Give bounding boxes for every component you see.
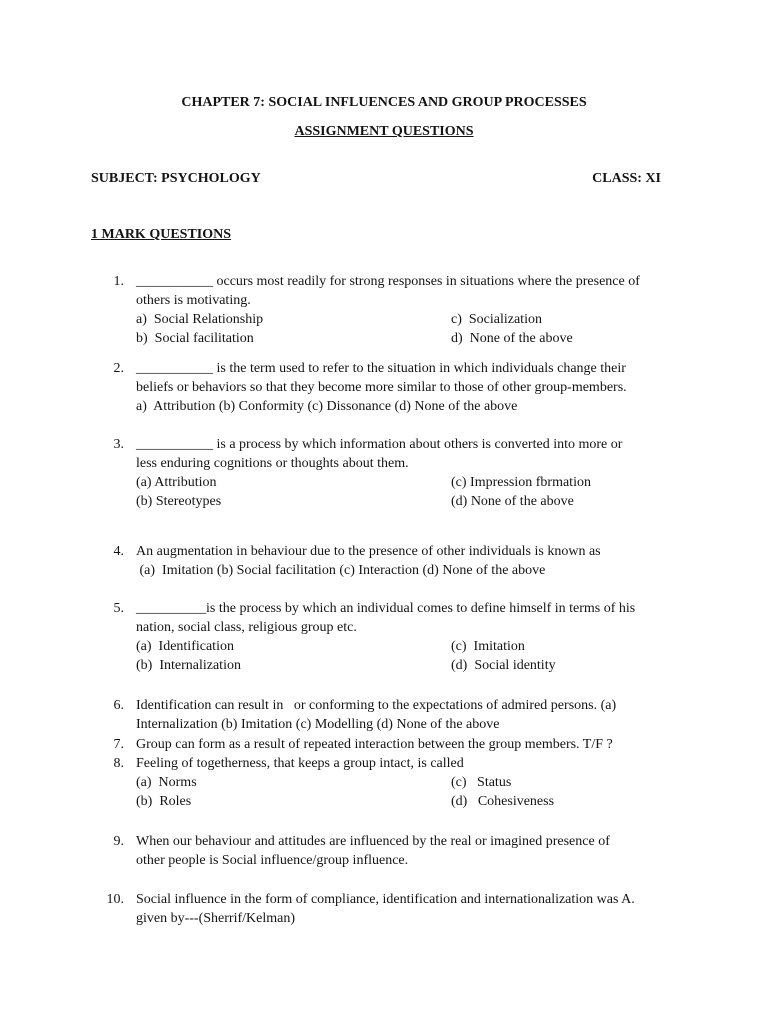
option-left: (b) Stereotypes: [136, 494, 222, 509]
question-text-line: Internalization (b) Imitation (c) Modelling (d) None of the above: [136, 717, 500, 732]
question-body: [136, 542, 691, 580]
question-number: 5.: [113, 601, 124, 616]
option-row: [136, 492, 691, 511]
option-right: c) Socialization: [451, 312, 542, 327]
question-text-line: When our behaviour and attitudes are influenced by the real or imagined presence of: [136, 834, 610, 849]
question-text-line: ___________ is a process by which information about others is converted into more or: [136, 437, 623, 452]
question-number: 6.: [113, 698, 124, 713]
option-right: (c) Status: [451, 775, 512, 790]
question-item: [91, 542, 691, 580]
question-text-line: other people is Social influence/group influence.: [136, 853, 409, 868]
question-text-line: a) Attribution (b) Conformity (c) Dissonance (d) None of the above: [136, 399, 518, 414]
question-number: 3.: [113, 437, 124, 452]
question-text-line: ___________ occurs most readily for strong responses in situations where the presence of: [136, 274, 640, 289]
question-item: [91, 754, 691, 811]
question-number: 9.: [113, 834, 124, 849]
meta-row: [91, 169, 661, 188]
question-body: [136, 890, 691, 928]
question-number: 8.: [113, 756, 124, 771]
question-number: 1.: [113, 274, 124, 289]
option-row: [136, 637, 691, 656]
option-right: d) None of the above: [451, 331, 573, 346]
option-right: (c) Imitation: [451, 639, 525, 654]
question-body: [136, 735, 691, 754]
question-text-line: less enduring cognitions or thoughts about them.: [136, 456, 409, 471]
question-item: [91, 696, 691, 734]
question-text-line: Identification can result in or conforming to the expectations of admired persons. (a): [136, 698, 617, 713]
question-item: [91, 832, 691, 870]
question-number: 4.: [113, 544, 124, 559]
option-right: (c) Impression fbrmation: [451, 475, 591, 490]
option-left: (a) Identification: [136, 639, 234, 654]
question-body: [136, 272, 691, 348]
question-body: [136, 832, 691, 870]
question-number: 2.: [113, 361, 124, 376]
option-row: [136, 656, 691, 675]
question-item: [91, 435, 691, 511]
question-text-line: Group can form as a result of repeated interaction between the group members. T/F ?: [136, 737, 613, 752]
option-row: [136, 473, 691, 492]
question-body: [136, 359, 691, 416]
option-right: (d) Social identity: [451, 658, 556, 673]
option-row: [136, 310, 691, 329]
question-body: [136, 599, 691, 675]
option-left: (b) Roles: [136, 794, 192, 809]
question-text-line: (a) Imitation (b) Social facilitation (c) Interaction (d) None of the above: [136, 563, 546, 578]
class-label: CLASS: XI: [592, 171, 661, 186]
option-left: (b) Internalization: [136, 658, 241, 673]
option-right: (d) Cohesiveness: [451, 794, 555, 809]
question-item: [91, 272, 691, 348]
question-text-line: beliefs or behaviors so that they become more similar to those of other group-members.: [136, 380, 627, 395]
question-item: [91, 359, 691, 416]
question-text-line: Social influence in the form of compliance, identification and internationalization was A.: [136, 892, 635, 907]
option-left: b) Social facilitation: [136, 331, 254, 346]
option-left: (a) Attribution: [136, 475, 217, 490]
question-text-line: ___________ is the term used to refer to the situation in which individuals change their: [136, 361, 626, 376]
question-text-line: An augmentation in behaviour due to the presence of other individuals is known as: [136, 544, 601, 559]
question-body: [136, 754, 691, 811]
question-text-line: nation, social class, religious group etc.: [136, 620, 357, 635]
question-number: 7.: [113, 737, 124, 752]
question-item: [91, 599, 691, 675]
subject-label: SUBJECT: PSYCHOLOGY: [91, 171, 261, 186]
question-item: [91, 890, 691, 928]
section-title: 1 MARK QUESTIONS: [91, 227, 232, 242]
question-text-line: given by---(Sherrif/Kelman): [136, 911, 295, 926]
question-text-line: __________is the process by which an individual comes to define himself in terms of his: [136, 601, 636, 616]
option-row: [136, 773, 691, 792]
option-row: [136, 792, 691, 811]
question-text-line: others is motivating.: [136, 293, 251, 308]
option-row: [136, 329, 691, 348]
question-number: 10.: [106, 892, 124, 907]
question-body: [136, 435, 691, 511]
chapter-title: CHAPTER 7: SOCIAL INFLUENCES AND GROUP PROCESSES: [181, 95, 587, 110]
question-body: [136, 696, 691, 734]
assignment-title: ASSIGNMENT QUESTIONS: [294, 124, 474, 139]
question-text-line: Feeling of togetherness, that keeps a group intact, is called: [136, 756, 464, 771]
option-left: (a) Norms: [136, 775, 197, 790]
question-item: [91, 735, 691, 754]
option-right: (d) None of the above: [451, 494, 574, 509]
option-left: a) Social Relationship: [136, 312, 264, 327]
